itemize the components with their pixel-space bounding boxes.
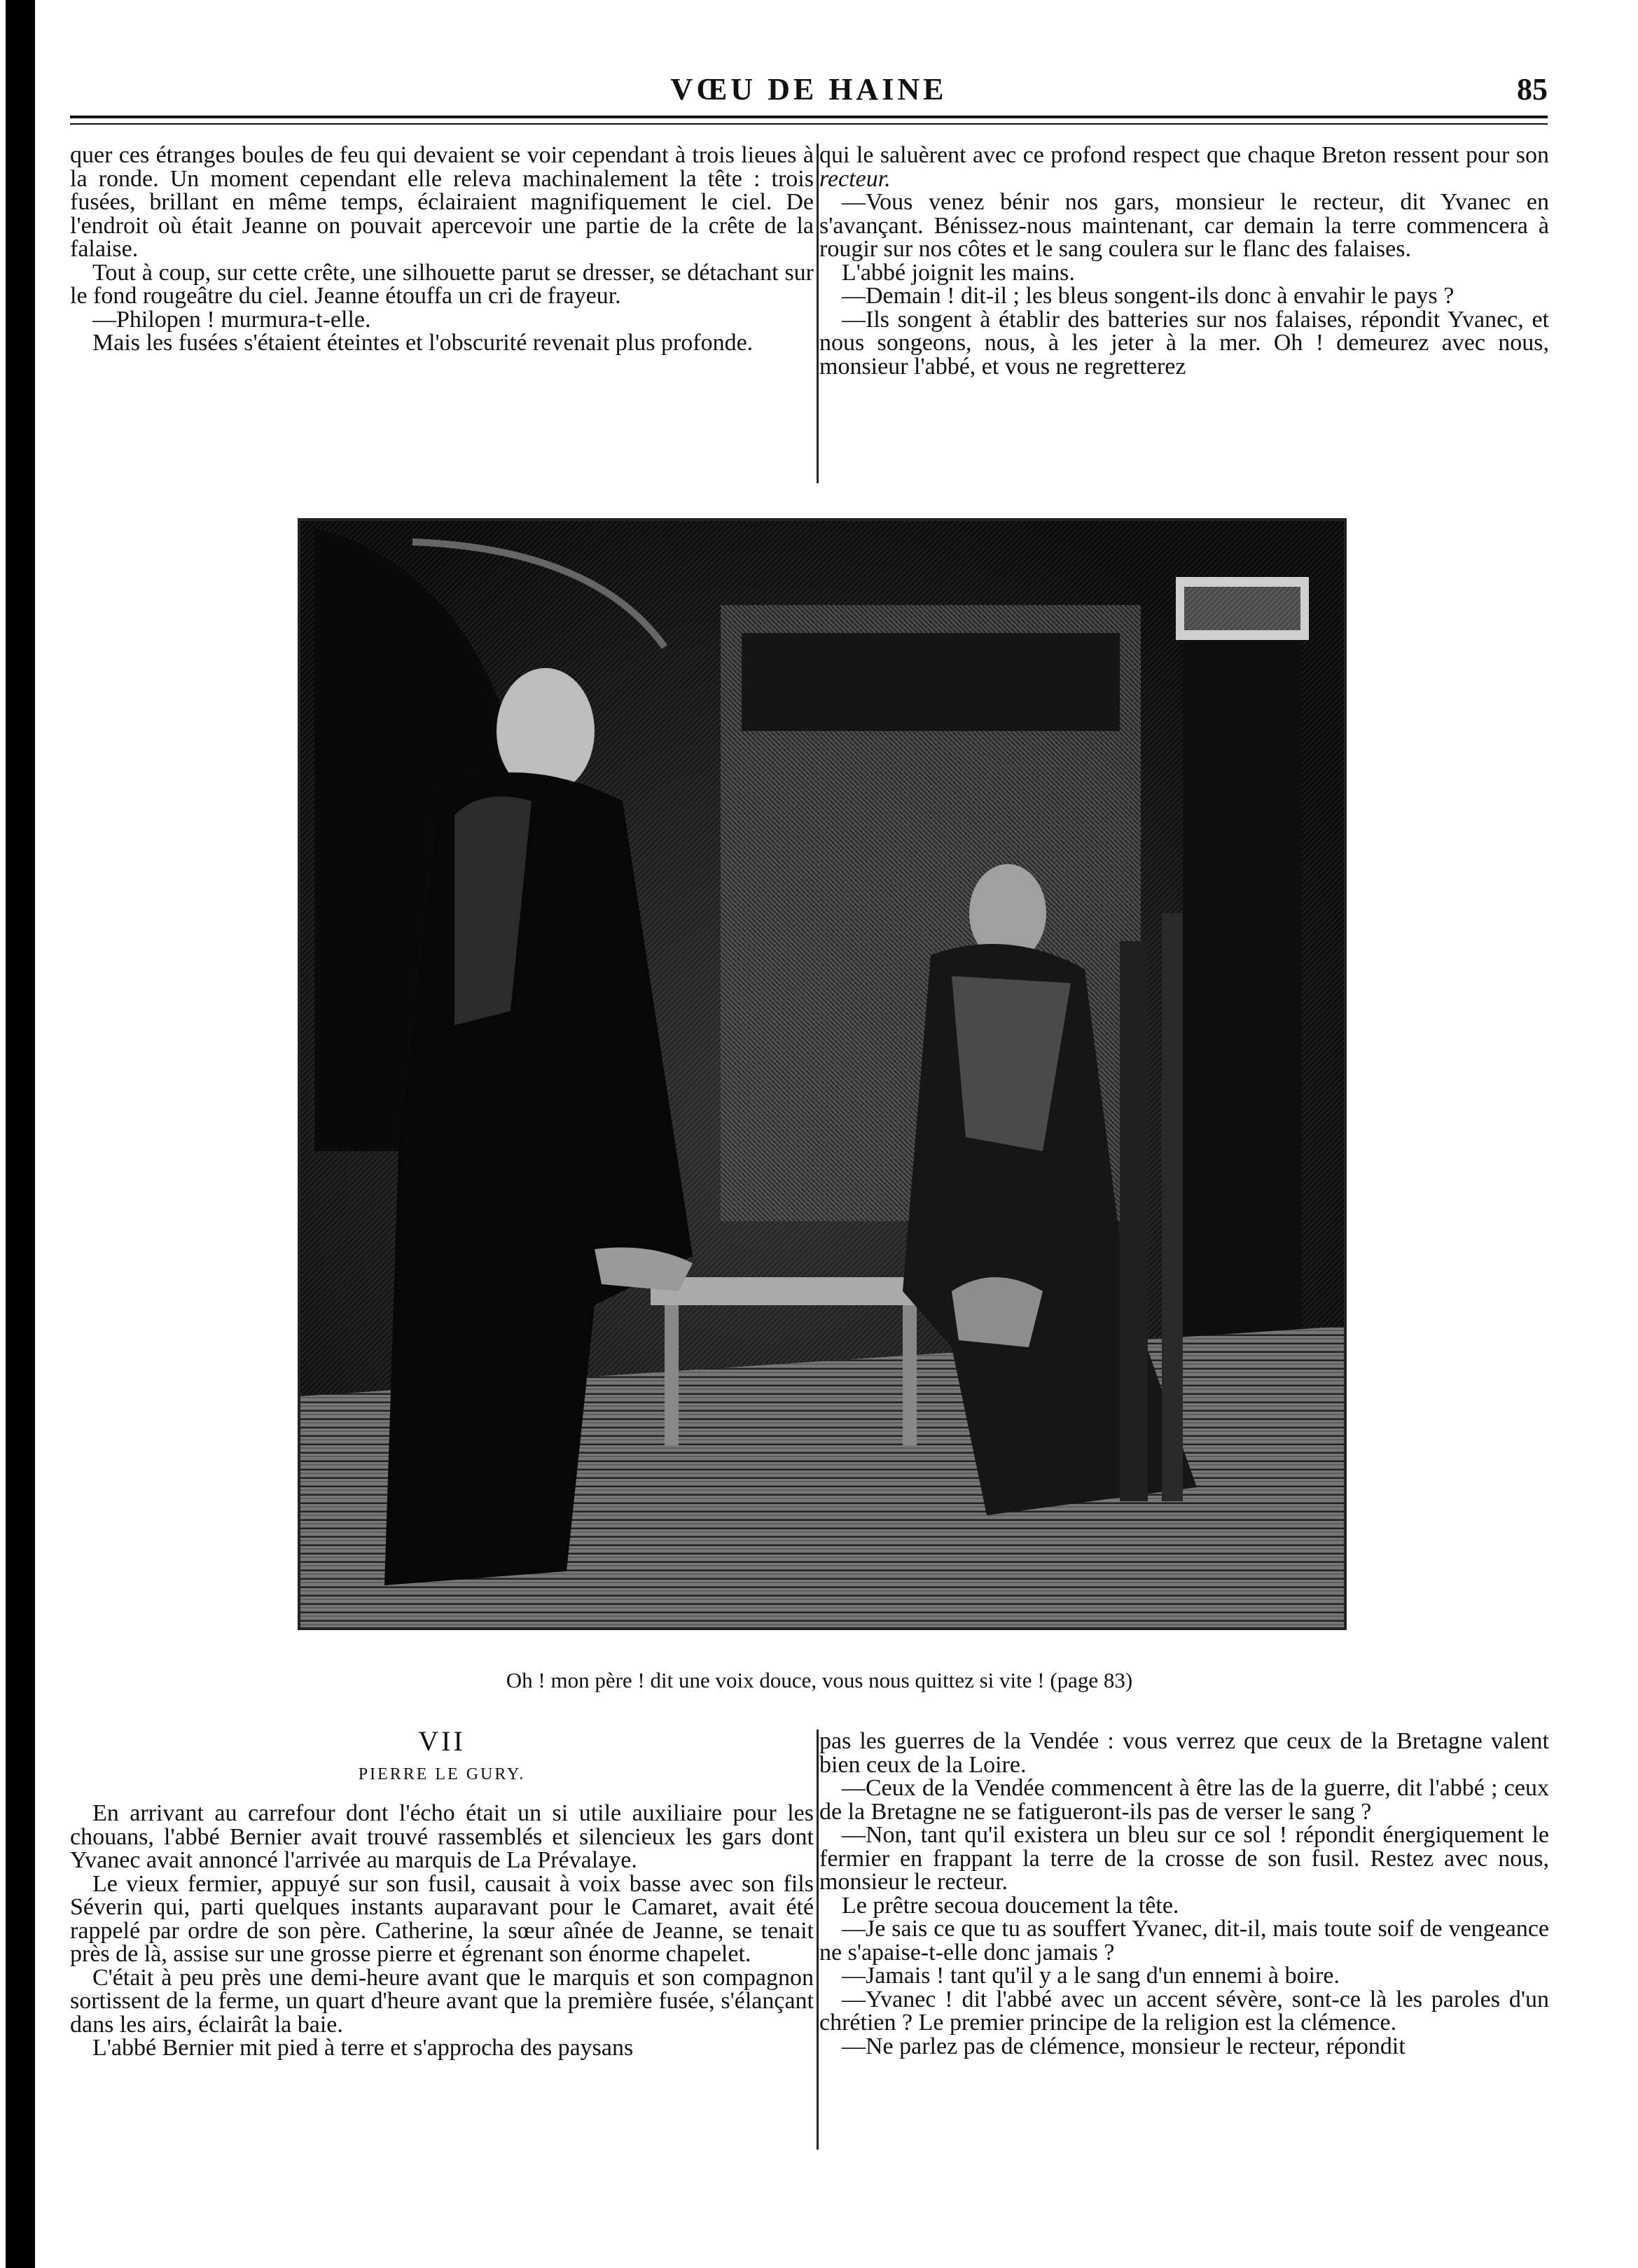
paragraph: Le prêtre secoua doucement la tête.	[842, 1892, 1179, 1919]
paragraph: C'était à peu près une demi-heure avant que le marquis et son compagnon sortissent de la ferme, un quart d'heure avant que la première fusée, s'élançant dans les airs, éclairât la baie.	[70, 1964, 814, 2038]
top-right-column	[819, 144, 1549, 378]
paragraph: Tout à coup, sur cette crête, une silhouette parut se dresser, se détachant sur le fond rougeâtre du ciel. Jeanne étouffa un cri de frayeur.	[70, 259, 814, 309]
chapter-number: VII	[418, 1725, 466, 1757]
header-rule-bottom	[70, 123, 1548, 125]
column-divider-bottom	[817, 1730, 819, 2150]
paragraph: L'abbé joignit les mains.	[842, 259, 1075, 286]
paragraph: —Vous venez bénir nos gars, monsieur le recteur, dit Yvanec en s'avançant. Bénissez-nous maintenant, car demain la terre commencera à rougir sur nos côtes et le sang coulera sur le flanc des falaises.	[819, 189, 1549, 262]
paragraph: quer ces étranges boules de feu qui devaient se voir cependant à trois lieues à la ronde. Un moment cependant elle releva machinalement la tête : trois fusées, brillant en même temps, éclairaient magnifiquement le ciel. De l'endroit où était Jeanne on pouvait apercevoir une partie de la crête de la falaise.	[70, 142, 814, 262]
bottom-right-column	[819, 1730, 1549, 2058]
paragraph: —Ils songent à établir des batteries sur nos falaises, répondit Yvanec, et nous songeons, nous, à les jeter à la mer. Oh ! demeurez avec nous, monsieur l'abbé, et vous ne regretterez	[819, 306, 1549, 380]
italic-word: recteur.	[819, 165, 891, 192]
paragraph: —Philopen ! murmura-t-elle.	[92, 306, 371, 333]
illustration-caption: Oh ! mon père ! dit une voix douce, vous nous quittez si vite ! (page 83)	[506, 1668, 1133, 1692]
paragraph	[819, 144, 1549, 190]
paragraph: pas les guerres de la Vendée : vous verrez que ceux de la Bretagne valent bien ceux de la Loire.	[819, 1728, 1549, 1778]
paragraph: Mais les fusées s'étaient éteintes et l'obscurité revenait plus profonde.	[92, 330, 754, 356]
paragraph: En arrivant au carrefour dont l'écho était un si utile auxiliaire pour les chouans, l'abbé Bernier avait trouvé rassemblés et silencieux les gars dont Yvanec avait annoncé l'arrivée au marquis de La Prévalaye.	[70, 1800, 814, 1873]
paragraph: —Ceux de la Vendée commencent à être las de la guerre, dit l'abbé ; ceux de la Bretagne ne se fatigueront-ils pas de verser le sang ?	[819, 1775, 1549, 1825]
paragraph: Le vieux fermier, appuyé sur son fusil, causait à voix basse avec son fils Séverin qui, parti quelques instants auparavant pour le Camaret, avait été rappelé par ordre de son père. Catherine, la sœur aînée de Jeanne, se tenait près de là, assise sur une grosse pierre et égrenant son énorme chapelet.	[70, 1870, 814, 1967]
paragraph: L'abbé Bernier mit pied à terre et s'approcha des paysans	[92, 2035, 634, 2061]
page-number: 85	[1517, 72, 1548, 106]
paragraph: —Jamais ! tant qu'il y a le sang d'un ennemi à boire.	[842, 1963, 1340, 1989]
engraving-illustration	[298, 518, 1347, 1630]
paragraph: —Demain ! dit-il ; les bleus songent-ils donc à envahir le pays ?	[842, 283, 1455, 309]
engraving-image	[300, 521, 1344, 1627]
binding-edge	[6, 0, 35, 2268]
paragraph: —Non, tant qu'il existera un bleu sur ce sol ! répondit énergiquement le fermier en frappant la terre de la crosse de son fusil. Restez avec nous, monsieur le recteur.	[819, 1822, 1549, 1895]
column-divider-top	[817, 144, 819, 483]
running-title: VŒU DE HAINE	[670, 72, 948, 106]
paragraph: —Yvanec ! dit l'abbé avec un accent sévère, sont-ce là les paroles d'un chrétien ? Le premier principe de la religion est la clémence.	[819, 1986, 1549, 2036]
paragraph-text: qui le saluèrent avec ce profond respect que chaque Breton ressent pour son	[819, 142, 1549, 168]
page-header	[70, 64, 1548, 113]
bottom-left-column	[70, 1725, 814, 2061]
top-left-column	[70, 144, 814, 355]
paragraph: —Je sais ce que tu as souffert Yvanec, dit-il, mais toute soif de vengeance ne s'apaise-t-elle donc jamais ?	[819, 1916, 1549, 1966]
paragraph: —Ne parlez pas de clémence, monsieur le recteur, répondit	[842, 2033, 1406, 2059]
chapter-title: PIERRE LE GURY.	[358, 1765, 526, 1783]
header-rule-top	[70, 116, 1548, 118]
